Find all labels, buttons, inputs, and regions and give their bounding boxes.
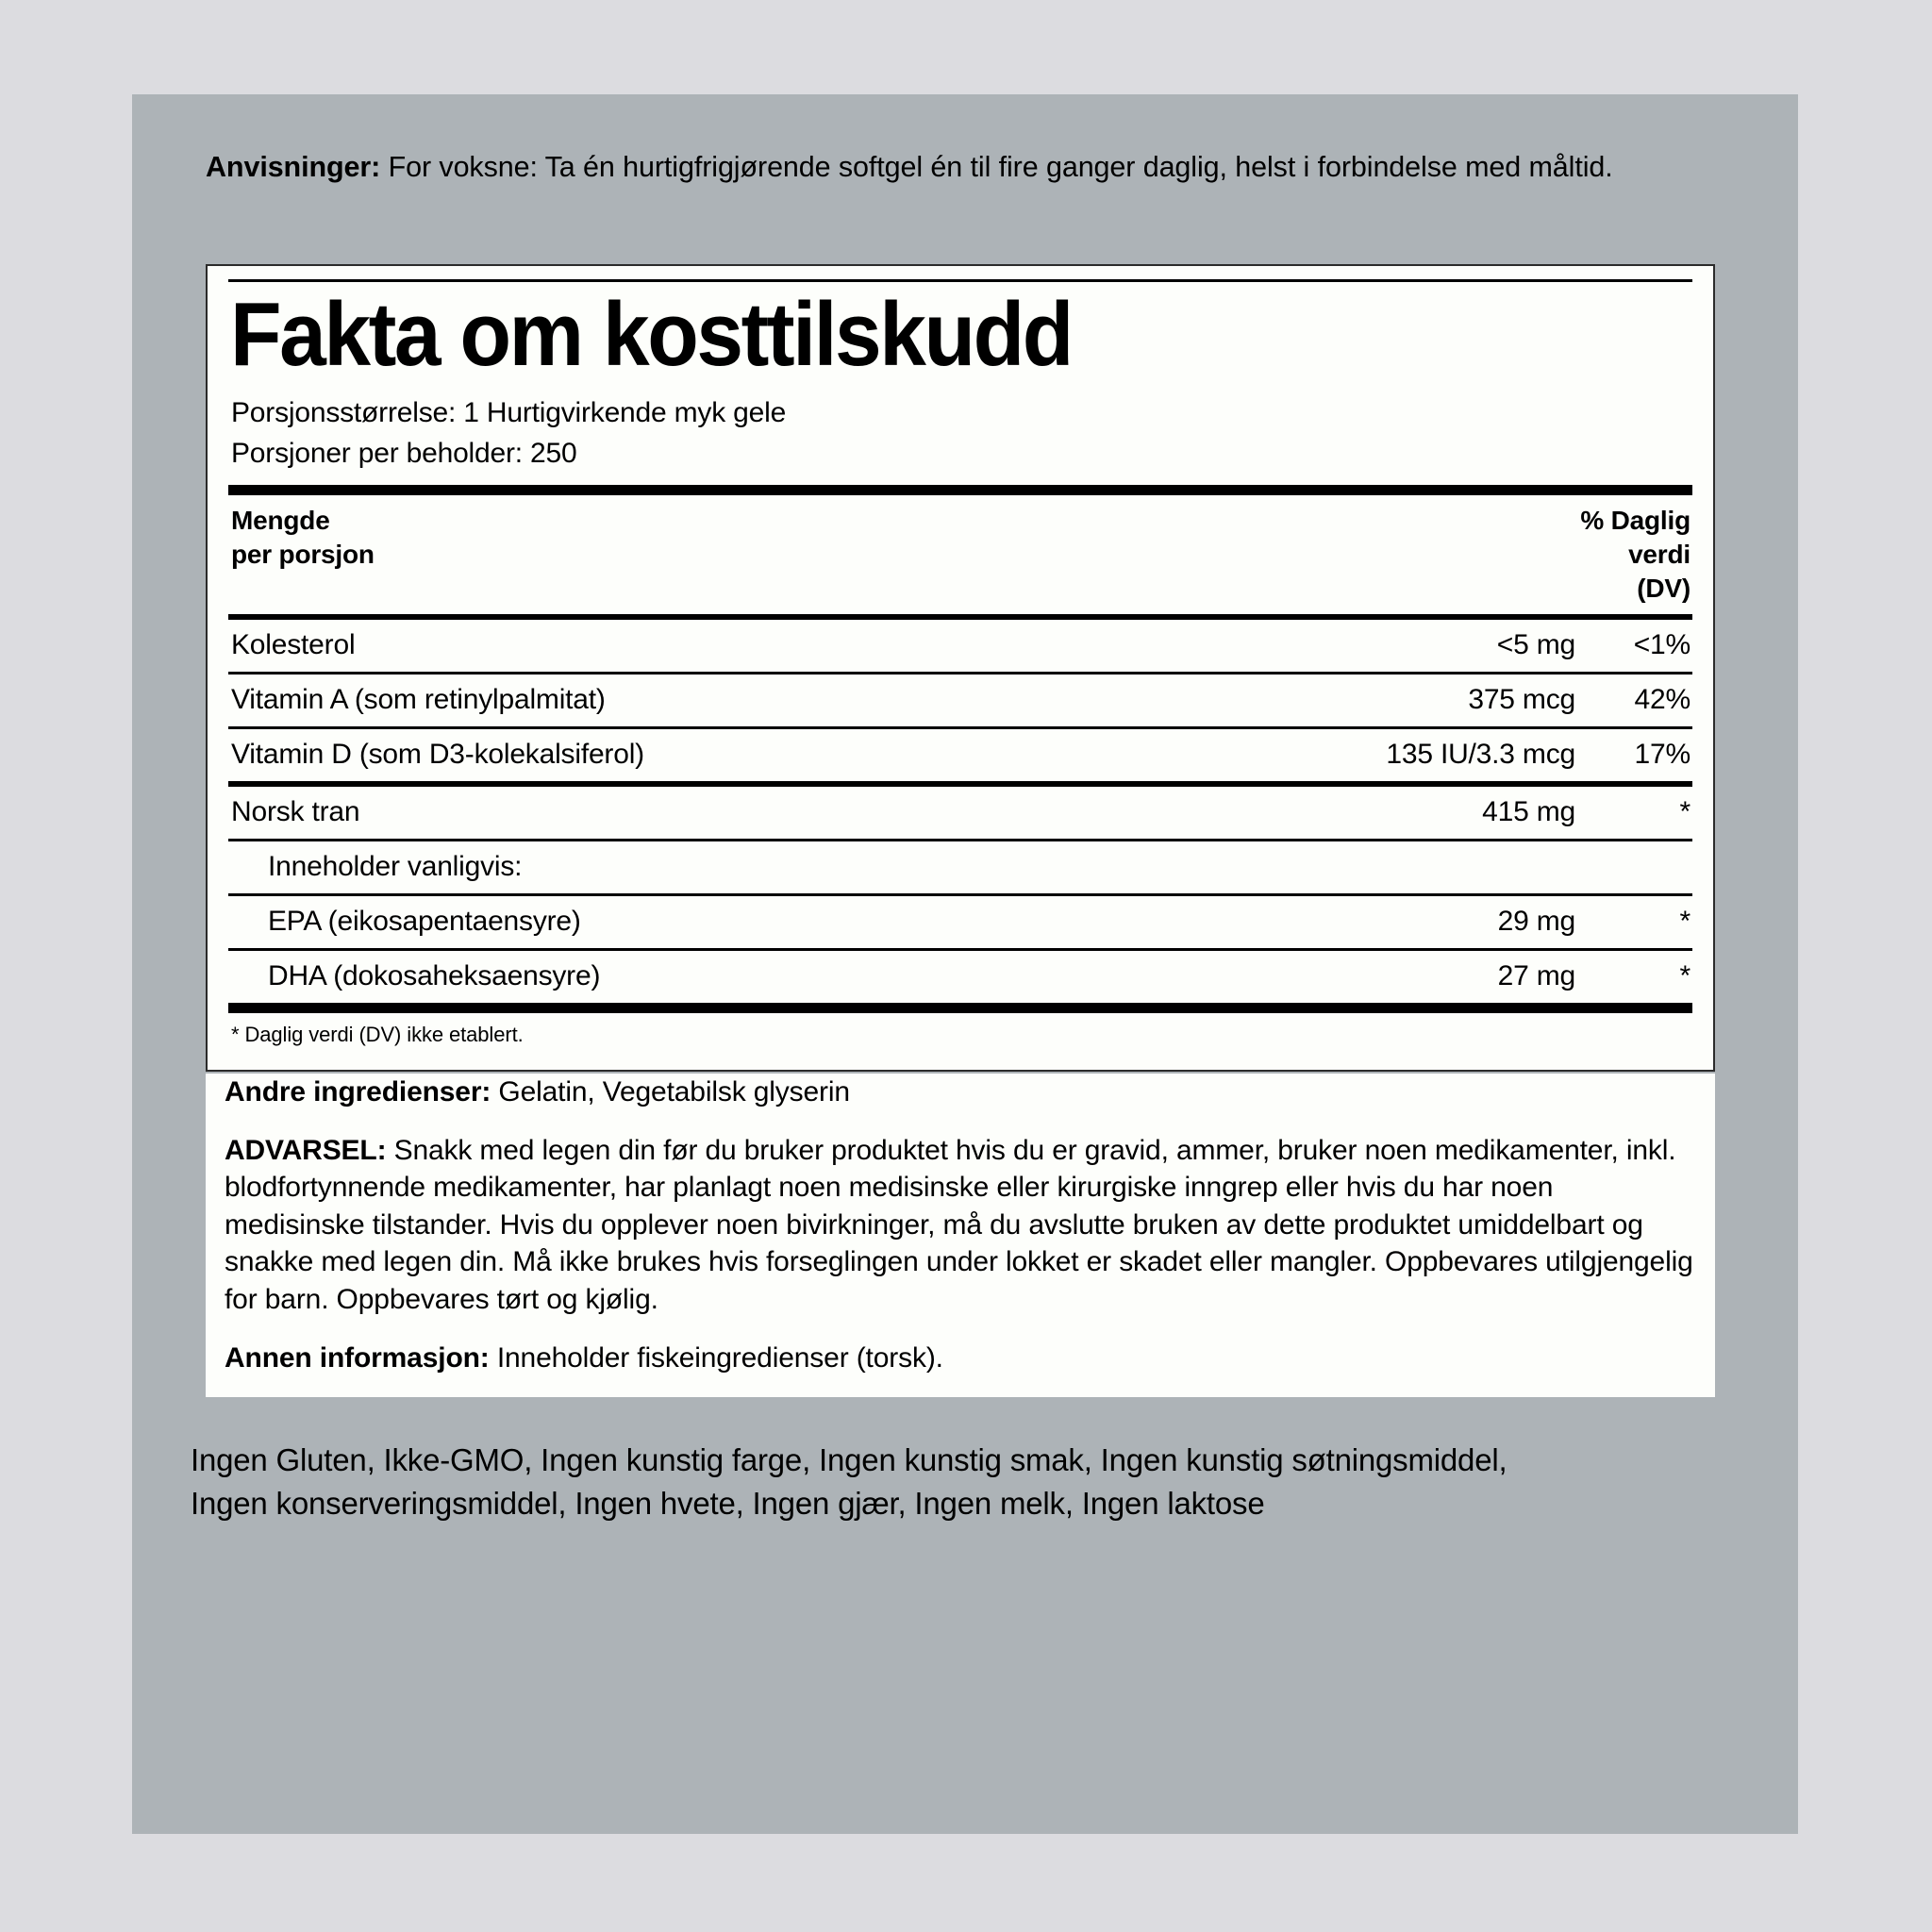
nutrient-row [228, 675, 1692, 726]
nutrient-row [228, 896, 1692, 948]
nutrient-daily-value: 42% [1634, 683, 1690, 715]
nutrient-name: Vitamin D (som D3-kolekalsiferol) [231, 738, 644, 770]
nutrient-daily-value: 17% [1634, 738, 1690, 770]
dv-header-line1: % Daglig [1580, 506, 1690, 536]
dv-header-line3: (DV) [1637, 574, 1690, 604]
nutrient-name: EPA (eikosapentaensyre) [268, 905, 581, 937]
facts-title: Fakta om kosttilskudd [230, 284, 1072, 385]
nutrient-daily-value: * [1679, 905, 1690, 937]
lower-info-block [206, 1074, 1715, 1397]
nutrient-rows [228, 620, 1692, 1003]
amount-header-line1: Mengde [231, 506, 330, 536]
nutrient-name: Norsk tran [231, 795, 360, 827]
nutrient-amount: <5 mg [1496, 628, 1575, 660]
nutrient-name: DHA (dokosaheksaensyre) [268, 959, 601, 991]
nutrient-name: Kolesterol [231, 628, 356, 660]
nutrient-daily-value: <1% [1633, 628, 1690, 660]
other-ingredients-label: Andre ingredienser: [225, 1076, 491, 1108]
amount-header-line2: per porsjon [231, 540, 375, 570]
nutrient-amount: 29 mg [1497, 905, 1575, 937]
nutrient-row [228, 729, 1692, 781]
nutrient-name: Inneholder vanligvis: [268, 850, 523, 882]
other-ingredients-paragraph [225, 1074, 1696, 1111]
warning-paragraph [225, 1132, 1696, 1319]
nutrient-daily-value: * [1679, 795, 1690, 827]
other-ingredients-text: Gelatin, Vegetabilsk glyserin [491, 1076, 850, 1108]
supplement-label-panel [132, 94, 1798, 1834]
supplement-facts-box [206, 264, 1715, 1072]
rule-above-header [228, 485, 1692, 495]
nutrient-name: Vitamin A (som retinylpalmitat) [231, 683, 606, 715]
rule-above-footnote [228, 1003, 1692, 1013]
warning-text: Snakk med legen din før du bruker produktet hvis du er gravid, ammer, bruker noen medikamenter, inkl. blodfortynnende medikamenter, har planlagt noen medisinske eller kirurgiske inngrep eller hvis du har noen medisinske tilstander. Hvis du opplever noen bivirkninger, må du avslutte bruken av dette produktet umiddelbart og snakke med legen din. Må ikke brukes hvis forseglingen under lokket er skadet eller mangler. Oppbevares utilgjengelig for barn. Oppbevares tørt og kjølig. [225, 1134, 1693, 1315]
facts-footnote: * Daglig verdi (DV) ikke etablert. [231, 1022, 524, 1046]
servings-per-container: Porsjoner per beholder: 250 [231, 438, 577, 470]
directions-label: Anvisninger: [206, 151, 381, 183]
nutrient-row [228, 951, 1692, 1003]
product-claims [191, 1439, 1757, 1524]
nutrient-row [228, 841, 1692, 893]
serving-size: Porsjonsstørrelse: 1 Hurtigvirkende myk gele [231, 397, 787, 429]
nutrient-amount: 415 mg [1482, 795, 1575, 827]
directions-text: For voksne: Ta én hurtigfrigjørende softgel én til fire ganger daglig, helst i forbindelse med måltid. [380, 151, 1613, 183]
claims-line-1: Ingen Gluten, Ikke-GMO, Ingen kunstig farge, Ingen kunstig smak, Ingen kunstig søtningsmiddel, [191, 1442, 1507, 1477]
directions-paragraph [206, 149, 1715, 186]
amount-per-serving-header [231, 504, 375, 572]
serving-block [228, 392, 1692, 474]
nutrient-amount: 375 mcg [1468, 683, 1575, 715]
warning-label: ADVARSEL: [225, 1134, 387, 1166]
nutrient-daily-value: * [1679, 959, 1690, 991]
other-info-text: Inneholder fiskeingredienser (torsk). [489, 1341, 943, 1374]
other-info-paragraph [225, 1340, 1696, 1377]
dv-header-line2: verdi [1628, 540, 1690, 570]
claims-line-2: Ingen konserveringsmiddel, Ingen hvete, Ingen gjær, Ingen melk, Ingen laktose [191, 1485, 1265, 1521]
facts-top-rule [228, 279, 1692, 282]
nutrient-row [228, 620, 1692, 672]
nutrient-row [228, 787, 1692, 839]
nutrient-amount: 27 mg [1497, 959, 1575, 991]
other-info-label: Annen informasjon: [225, 1341, 490, 1374]
daily-value-header [1580, 504, 1690, 605]
facts-table-header [228, 495, 1692, 613]
nutrient-amount: 135 IU/3.3 mcg [1386, 738, 1575, 770]
